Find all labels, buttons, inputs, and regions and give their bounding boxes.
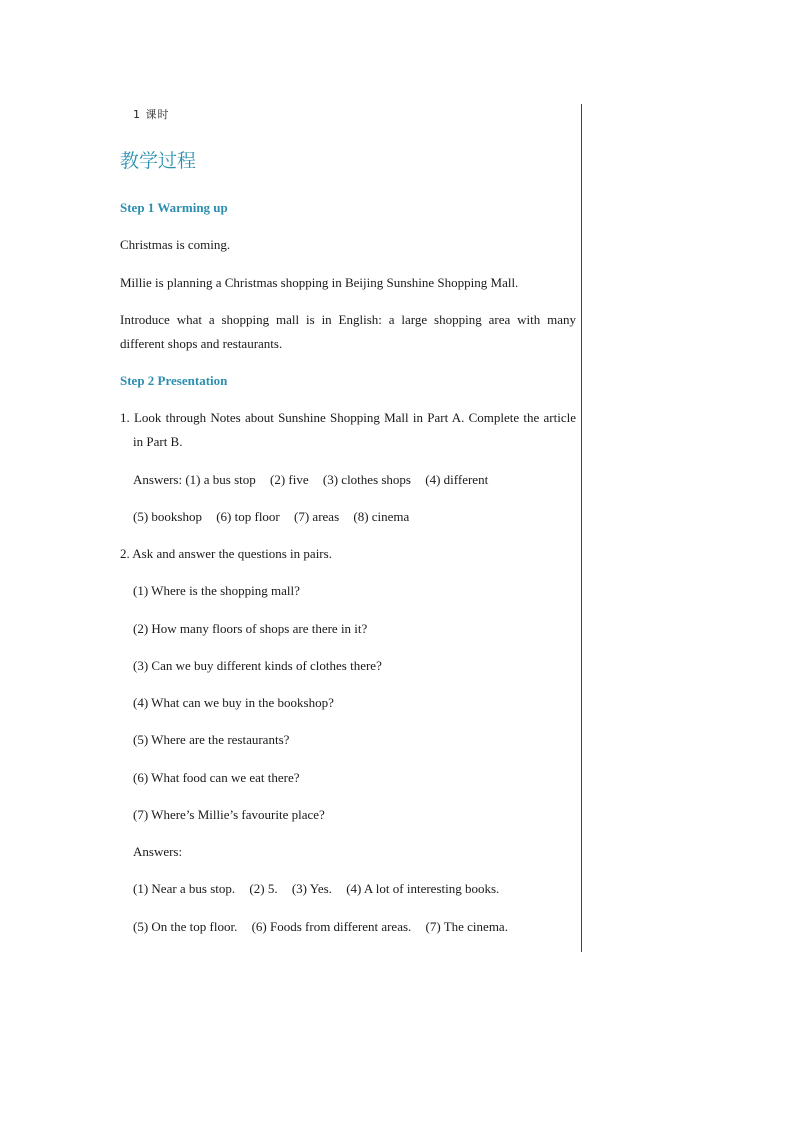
answer-7: (7) areas [294, 509, 340, 524]
answer-q1: (1) Near a bus stop. [133, 881, 236, 896]
question-1: (1) Where is the shopping mall? [133, 583, 300, 598]
answer-4: (4) different [425, 472, 489, 487]
answer-2: (2) five [270, 472, 309, 487]
step2-title: Step 2 Presentation [120, 373, 228, 388]
answer-8: (8) cinema [353, 509, 410, 524]
answer-q6: (6) Foods from different areas. [251, 919, 412, 934]
task-2-text: 2. Ask and answer the questions in pairs. [120, 546, 332, 561]
answer-6: (6) top floor [216, 509, 280, 524]
question-4: (4) What can we buy in the bookshop? [133, 695, 334, 710]
step1-line-1: Christmas is coming. [120, 237, 231, 252]
section-heading: 教学过程 [120, 150, 197, 172]
class-period-label: 1 课时 [133, 108, 170, 121]
question-3: (3) Can we buy different kinds of clothes there? [133, 658, 382, 673]
table-right-border [581, 104, 582, 952]
task-2-answers-row-2 [133, 915, 519, 939]
answer-1: Answers: (1) a bus stop [133, 472, 256, 487]
task-1-text: 1. Look through Notes about Sunshine Shopping Mall in Part A. Complete the article in Part B. [120, 410, 576, 449]
answer-q7: (7) The cinema. [425, 919, 508, 934]
step1-title: Step 1 Warming up [120, 200, 228, 215]
question-6: (6) What food can we eat there? [133, 770, 300, 785]
answer-q2: (2) 5. [249, 881, 278, 896]
answer-q3: (3) Yes. [291, 881, 332, 896]
answers-label: Answers: [133, 844, 183, 859]
step1-line-3: Introduce what a shopping mall is in English: a large shopping area with many different shops and restaurants. [120, 312, 576, 351]
question-7: (7) Where’s Millie’s favourite place? [133, 807, 325, 822]
step1-line-2: Millie is planning a Christmas shopping in Beijing Sunshine Shopping Mall. [120, 275, 519, 290]
question-2: (2) How many floors of shops are there in it? [133, 621, 368, 636]
question-5: (5) Where are the restaurants? [133, 732, 290, 747]
task-2-answers-row-1 [133, 877, 510, 901]
task-1-answers-row-2 [133, 505, 420, 529]
answer-3: (3) clothes shops [322, 472, 411, 487]
answer-q4: (4) A lot of interesting books. [346, 881, 500, 896]
task-1-answers-row-1 [133, 468, 499, 492]
answer-5: (5) bookshop [133, 509, 202, 524]
answer-q5: (5) On the top floor. [133, 919, 238, 934]
